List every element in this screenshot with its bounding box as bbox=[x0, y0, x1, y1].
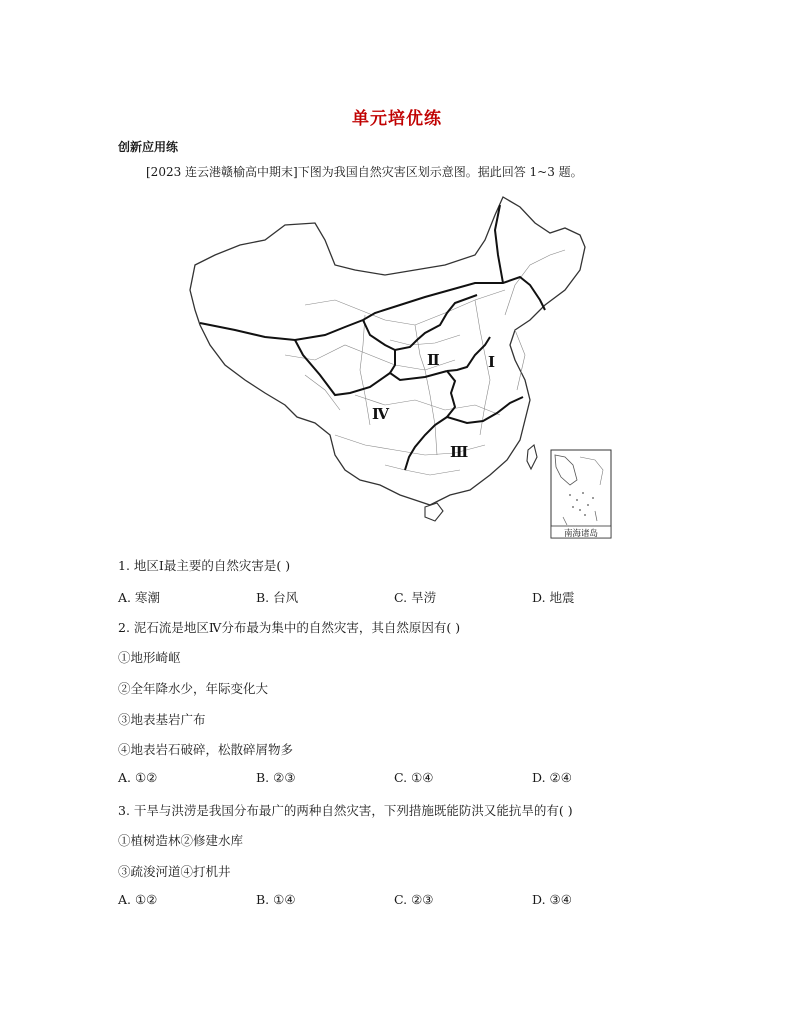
province-boundaries bbox=[285, 250, 565, 475]
q2-statement-1: ①地形崎岖 bbox=[118, 650, 181, 665]
map-svg bbox=[185, 195, 615, 540]
q1-option-c[interactable]: C. 旱涝 bbox=[394, 590, 437, 605]
question-1-stem: 1. 地区Ⅰ最主要的自然灾害是( ) bbox=[118, 558, 291, 573]
q3-option-b[interactable]: B. ①④ bbox=[256, 892, 296, 907]
china-hazard-map bbox=[185, 195, 615, 540]
south-sea-inset bbox=[551, 450, 611, 539]
q2-statement-3: ③地表基岩广布 bbox=[118, 712, 206, 727]
q3-option-a[interactable]: A. ①② bbox=[118, 892, 158, 907]
intro-text: [2023 连云港赣榆高中期末]下图为我国自然灾害区划示意图。据此回答 1~3 题。 bbox=[146, 165, 583, 179]
q3-option-c[interactable]: C. ②③ bbox=[394, 892, 434, 907]
q3-statement-1: ①植树造林②修建水库 bbox=[118, 833, 244, 848]
q2-option-d[interactable]: D. ②④ bbox=[532, 770, 572, 785]
q2-option-a[interactable]: A. ①② bbox=[118, 770, 158, 785]
q1-option-b[interactable]: B. 台风 bbox=[256, 590, 299, 605]
q2-statement-2: ②全年降水少，年际变化大 bbox=[118, 681, 269, 696]
question-3-stem: 3. 干旱与洪涝是我国分布最广的两种自然灾害，下列措施既能防洪又能抗旱的有( ) bbox=[118, 803, 573, 818]
q2-option-c[interactable]: C. ①④ bbox=[394, 770, 434, 785]
hazard-zone-boundaries bbox=[200, 205, 545, 470]
q2-option-b[interactable]: B. ②③ bbox=[256, 770, 296, 785]
q3-option-d[interactable]: D. ③④ bbox=[532, 892, 572, 907]
section-label: 创新应用练 bbox=[118, 140, 179, 154]
q2-statement-4: ④地表岩石破碎，松散碎屑物多 bbox=[118, 742, 294, 757]
region-label-2: Ⅱ bbox=[427, 351, 440, 369]
region-label-1: Ⅰ bbox=[488, 353, 496, 371]
inset-label: 南海诸岛 bbox=[563, 529, 599, 539]
q1-option-a[interactable]: A. 寒潮 bbox=[118, 590, 160, 605]
q1-option-d[interactable]: D. 地震 bbox=[532, 590, 575, 605]
taiwan-island bbox=[527, 445, 537, 469]
hainan-island bbox=[425, 503, 443, 521]
page-title: 单元培优练 bbox=[352, 109, 442, 129]
question-2-stem: 2. 泥石流是地区Ⅳ分布最为集中的自然灾害，其自然原因有( ) bbox=[118, 620, 461, 635]
region-label-4: Ⅳ bbox=[372, 405, 390, 423]
china-outline bbox=[190, 197, 585, 505]
region-label-3: Ⅲ bbox=[450, 443, 469, 461]
q3-statement-2: ③疏浚河道④打机井 bbox=[118, 864, 231, 879]
